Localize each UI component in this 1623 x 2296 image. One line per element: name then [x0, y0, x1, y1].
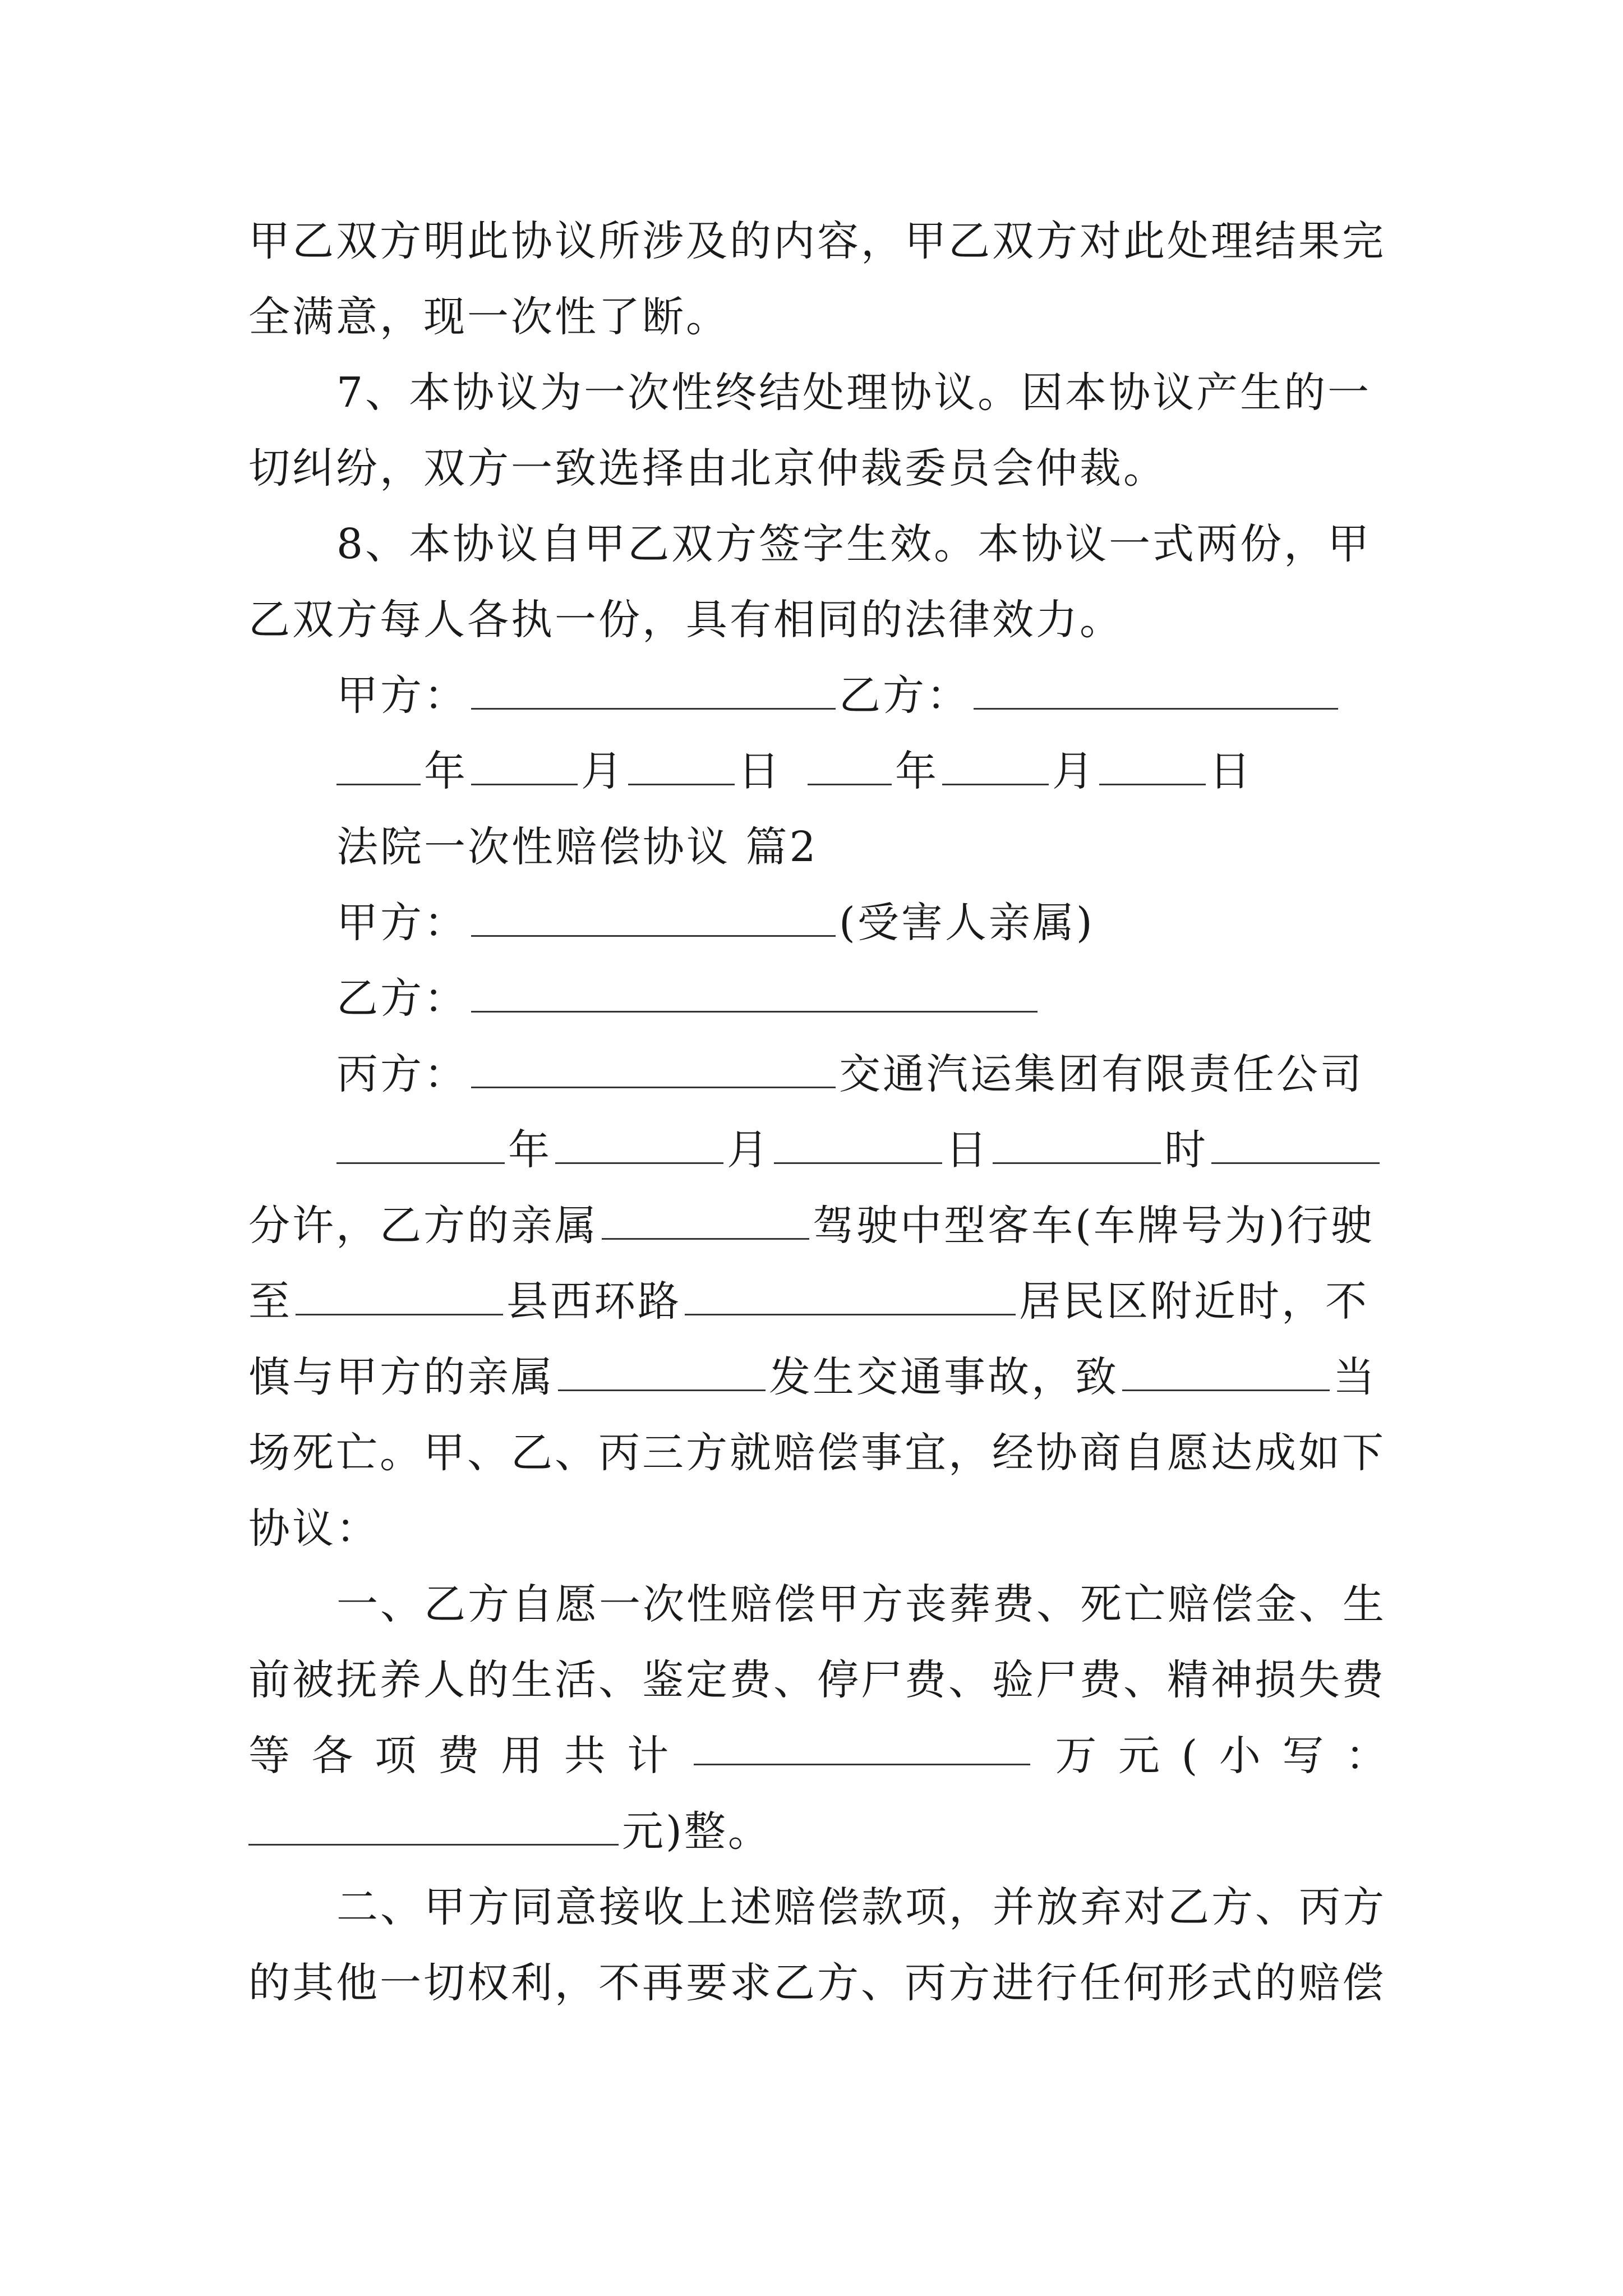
text-segment: 至 [248, 1277, 292, 1326]
section-title: 法院一次性赔偿协议 篇2 [336, 823, 818, 871]
incident-hour-blank[interactable] [993, 1121, 1161, 1164]
article-2-line: 的其他一切权利，不再要求乙方、丙方进行任何形式的赔偿 [248, 1959, 1386, 2007]
paragraph-line [248, 1343, 1387, 1411]
day-label: 日 [946, 1126, 989, 1174]
char: ： [1345, 1732, 1387, 1780]
article-1-line: 一、乙方自愿一次性赔偿甲方丧葬费、死亡赔偿金、生 [336, 1580, 1386, 1628]
paragraph-line [248, 1192, 1387, 1259]
victim-name-blank[interactable] [1122, 1348, 1330, 1391]
char: 写 [1282, 1732, 1324, 1780]
clause-7-line: 切纠纷，双方一致选择由北京仲裁委员会仲裁。 [248, 444, 1167, 493]
text-segment: 居民区附近时，不 [1019, 1277, 1369, 1326]
incident-time-line [336, 1116, 1387, 1184]
char: 费 [437, 1732, 479, 1780]
year-blank[interactable] [808, 742, 892, 785]
paragraph-line: 甲乙双方明此协议所涉及的内容，甲乙双方对此处理结果完 [248, 217, 1386, 265]
month-label: 月 [727, 1126, 771, 1174]
party-a-label: 甲方： [336, 671, 468, 720]
month-label: 月 [581, 747, 625, 795]
text-segment: 县西环路 [506, 1277, 681, 1326]
day-label: 日 [738, 747, 782, 795]
paragraph-line [248, 1268, 1387, 1335]
day-blank[interactable] [1099, 742, 1206, 785]
day-label: 日 [1209, 747, 1253, 795]
party-c-label: 丙方： [336, 1050, 468, 1098]
clause-8-line: 乙双方每人各执一份，具有相同的法律效力。 [248, 596, 1123, 644]
amount-yuan-blank[interactable] [248, 1802, 619, 1846]
incident-month-blank[interactable] [555, 1121, 723, 1164]
day-blank[interactable] [628, 742, 735, 785]
char: 万 [1055, 1732, 1097, 1780]
char: 小 [1219, 1732, 1261, 1780]
party-a-note: (受害人亲属) [839, 899, 1095, 947]
driver-name-blank[interactable] [602, 1197, 809, 1240]
text-segment: 慎与甲方的亲属 [248, 1353, 555, 1401]
party-b-name-blank[interactable] [471, 969, 1038, 1013]
signature-line [336, 662, 1387, 729]
incident-year-blank[interactable] [336, 1121, 505, 1164]
party-c-company: 交通汽运集团有限责任公司 [839, 1050, 1364, 1098]
party-a-signature-blank[interactable] [471, 666, 836, 710]
char: 元 [1118, 1732, 1160, 1780]
char: 共 [564, 1732, 606, 1780]
month-label: 月 [1052, 747, 1096, 795]
article-1-amount-line [248, 1722, 1387, 1789]
party-c-name-blank[interactable] [471, 1045, 836, 1088]
hour-label: 时 [1164, 1126, 1208, 1174]
party-a-line [336, 889, 1387, 956]
char: 等 [248, 1732, 290, 1780]
char: 计 [627, 1732, 669, 1780]
text-segment: 分许，乙方的亲属 [248, 1202, 598, 1250]
month-blank[interactable] [942, 742, 1049, 785]
incident-day-blank[interactable] [774, 1121, 942, 1164]
signature-date-line [336, 738, 1387, 805]
paragraph-line: 全满意，现一次性了断。 [248, 293, 730, 341]
text-segment: 元)整。 [622, 1807, 772, 1856]
amount-wan-blank[interactable] [694, 1722, 1030, 1765]
party-b-signature-blank[interactable] [974, 666, 1338, 710]
clause-7-line: 7、本协议为一次性终结处理协议。因本协议产生的一 [336, 369, 1372, 417]
year-label: 年 [895, 747, 939, 795]
month-blank[interactable] [471, 742, 578, 785]
party-b-line [336, 965, 1387, 1032]
year-blank[interactable] [336, 742, 421, 785]
article-1-amount-line [248, 1798, 1387, 1865]
article-2-line: 二、甲方同意接收上述赔偿款项，并放弃对乙方、丙方 [336, 1883, 1386, 1931]
year-label: 年 [508, 1126, 552, 1174]
article-1-line: 前被抚养人的生活、鉴定费、停尸费、验尸费、精神损失费 [248, 1656, 1386, 1704]
county-blank[interactable] [296, 1272, 503, 1315]
location-blank[interactable] [685, 1272, 1016, 1315]
party-a-name-blank[interactable] [471, 894, 836, 937]
year-label: 年 [424, 747, 468, 795]
text-segment: 当 [1333, 1353, 1377, 1401]
victim-relative-blank[interactable] [558, 1348, 766, 1391]
party-a-label: 甲方： [336, 899, 468, 947]
party-c-line [336, 1041, 1387, 1108]
char: 项 [375, 1732, 417, 1780]
paragraph-line: 场死亡。甲、乙、丙三方就赔偿事宜，经协商自愿达成如下 [248, 1429, 1386, 1477]
clause-8-line: 8、本协议自甲乙双方签字生效。本协议一式两份，甲 [336, 520, 1372, 568]
incident-minute-blank[interactable] [1211, 1121, 1380, 1164]
char: ( [1181, 1732, 1198, 1780]
text-segment: 驾驶中型客车(车牌号为)行驶 [813, 1202, 1375, 1250]
party-b-label: 乙方： [336, 974, 468, 1023]
party-b-label: 乙方： [839, 671, 970, 720]
paragraph-line: 协议： [248, 1504, 380, 1553]
text-segment: 发生交通事故，致 [769, 1353, 1119, 1401]
char: 用 [501, 1732, 543, 1780]
char: 各 [311, 1732, 353, 1780]
